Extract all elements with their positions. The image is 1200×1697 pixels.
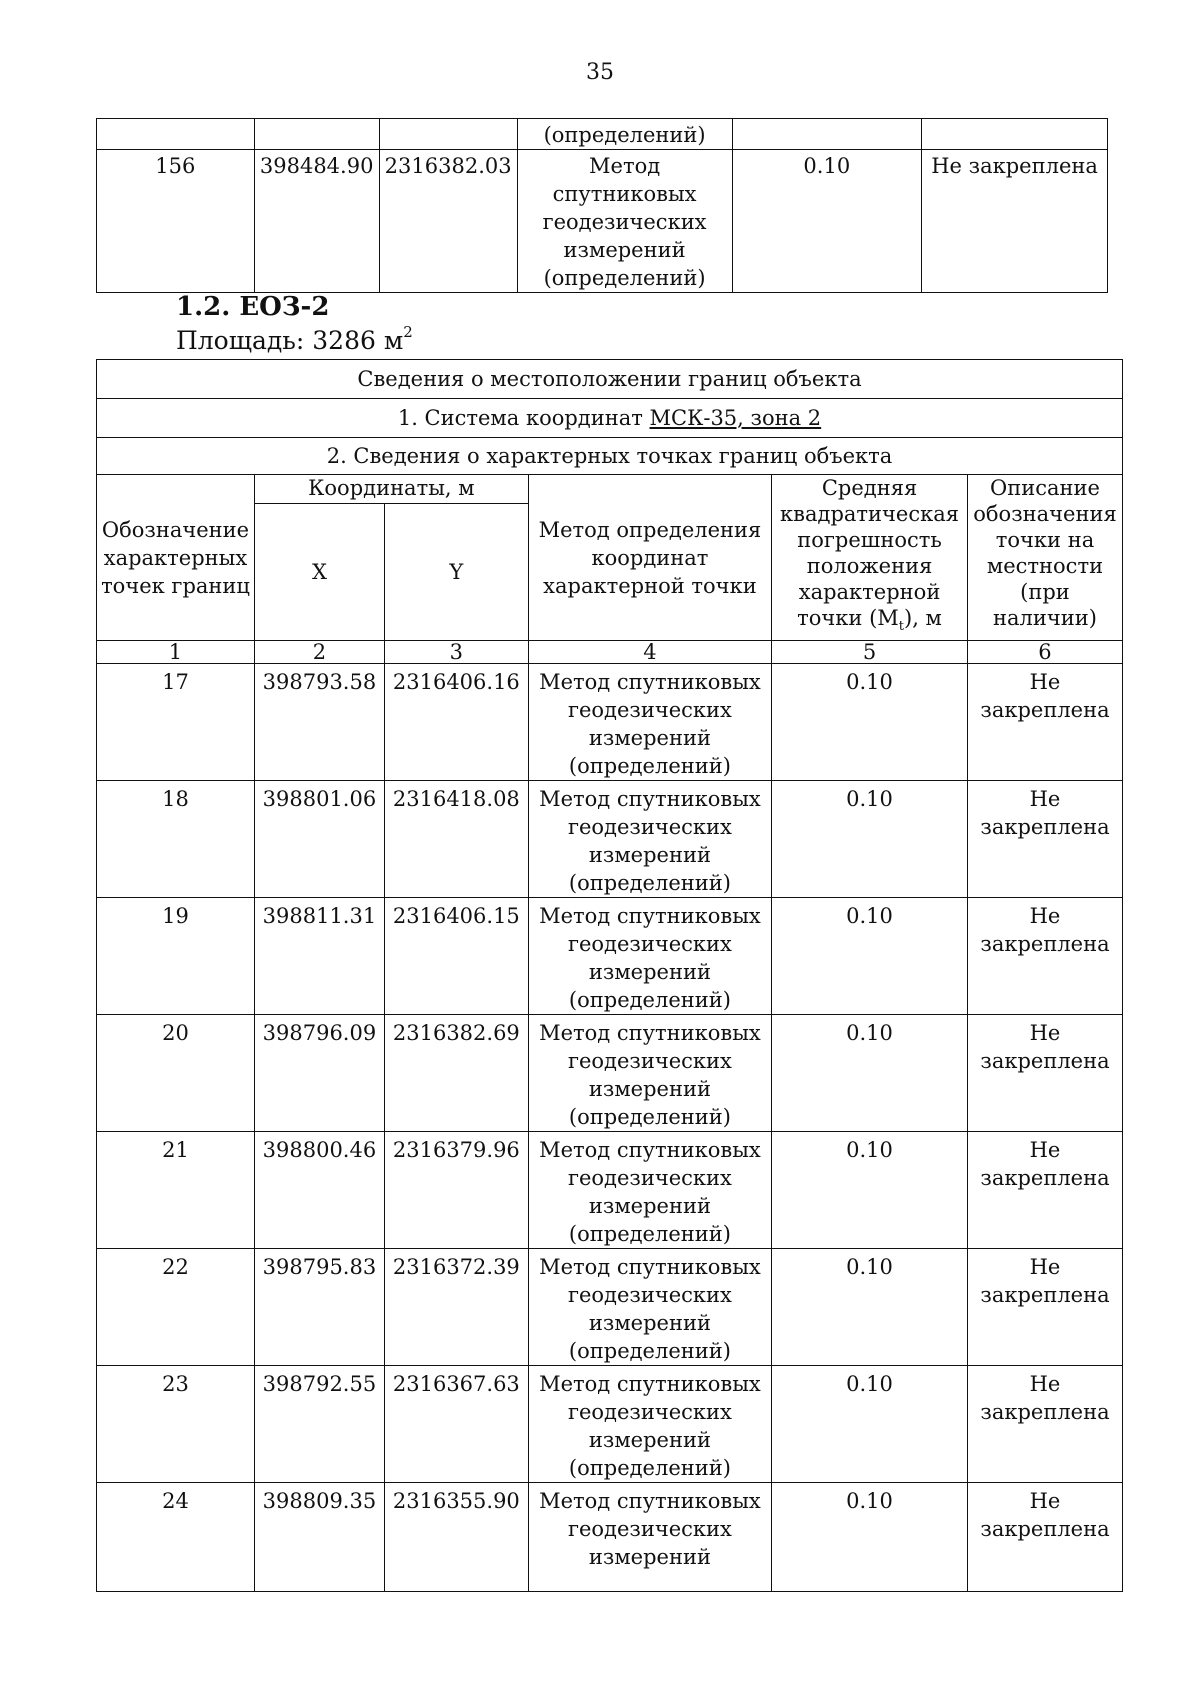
x-cell: 398796.09 [254, 1015, 384, 1132]
y-cell: 2316379.96 [384, 1132, 528, 1249]
page-number: 35 [586, 60, 614, 85]
description-cell: Не закреплена [922, 150, 1108, 293]
area-value: 3286 м [312, 326, 404, 355]
y-cell: 2316406.15 [384, 898, 528, 1015]
method-cell: Метод спутниковых геодезических измерений (определений) [528, 1132, 771, 1249]
table-row [97, 1366, 1123, 1483]
method-cell: (определений) [517, 119, 732, 150]
x-cell: 398793.58 [254, 664, 384, 781]
error-cell: 0.10 [732, 150, 922, 293]
x-cell: 398484.90 [254, 150, 379, 293]
boundary-points-table [96, 359, 1123, 1592]
description-cell: Не закреплена [967, 1249, 1122, 1366]
coordinate-system-name: МСК-35, зона 2 [649, 406, 822, 430]
y-cell: 2316382.03 [379, 150, 517, 293]
column-header-x: X [254, 503, 384, 640]
y-cell: 2316367.63 [384, 1366, 528, 1483]
error-cell: 0.10 [772, 1483, 968, 1592]
table-row [97, 898, 1123, 1015]
y-cell: 2316382.69 [384, 1015, 528, 1132]
description-cell: Не закреплена [967, 664, 1122, 781]
table-row [97, 664, 1123, 781]
error-cell: 0.10 [772, 1015, 968, 1132]
error-cell: 0.10 [772, 1132, 968, 1249]
description-cell: Не закреплена [967, 1132, 1122, 1249]
continued-coordinates-table [96, 118, 1108, 293]
point-cell: 24 [97, 1483, 255, 1592]
error-cell: 0.10 [772, 898, 968, 1015]
method-cell: Метод спутниковых геодезических измерений (определений) [517, 150, 732, 293]
point-cell: 17 [97, 664, 255, 781]
method-cell: Метод спутниковых геодезических измерений [528, 1483, 771, 1592]
section-title: 1.2. ЕОЗ-2 [176, 292, 330, 322]
x-cell: 398809.35 [254, 1483, 384, 1592]
table-row [97, 119, 1108, 150]
coordinate-system-header: 1. Система координат МСК-35, зона 2 [97, 399, 1123, 438]
table-row [97, 1249, 1123, 1366]
description-cell: Не закреплена [967, 1015, 1122, 1132]
description-cell: Не закреплена [967, 1483, 1122, 1592]
description-cell: Не закреплена [967, 1366, 1122, 1483]
column-header-point: Обозначение характерных точек границ [97, 475, 255, 641]
point-cell: 23 [97, 1366, 255, 1483]
column-header-error: Средняя квадратическая погрешность положения характерной точки $(M_t)$, м [772, 475, 968, 641]
x-cell: 398792.55 [254, 1366, 384, 1483]
point-cell: 21 [97, 1132, 255, 1249]
y-cell: 2316406.16 [384, 664, 528, 781]
error-cell: 0.10 [772, 781, 968, 898]
column-header-description: Описание обозначения точки на местности (при наличии) [967, 475, 1122, 641]
area-line [176, 323, 413, 355]
table-header-title: Сведения о местоположении границ объекта [97, 360, 1123, 399]
method-cell: Метод спутниковых геодезических измерений (определений) [528, 1366, 771, 1483]
column-number-row: 1 2 3 4 5 6 [97, 641, 1123, 664]
table-row [97, 1483, 1123, 1592]
y-cell: 2316372.39 [384, 1249, 528, 1366]
point-cell: 19 [97, 898, 255, 1015]
x-cell: 398801.06 [254, 781, 384, 898]
point-cell: 18 [97, 781, 255, 898]
error-cell: 0.10 [772, 1366, 968, 1483]
column-header-coordinates: Координаты, м [254, 475, 528, 504]
x-cell: 398811.31 [254, 898, 384, 1015]
table-row [97, 1015, 1123, 1132]
method-cell: Метод спутниковых геодезических измерений (определений) [528, 1249, 771, 1366]
column-header-y: Y [384, 503, 528, 640]
method-cell: Метод спутниковых геодезических измерений (определений) [528, 1015, 771, 1132]
x-cell: 398795.83 [254, 1249, 384, 1366]
y-cell: 2316418.08 [384, 781, 528, 898]
y-cell: 2316355.90 [384, 1483, 528, 1592]
area-label: Площадь: [176, 326, 305, 355]
table-row [97, 781, 1123, 898]
method-cell: Метод спутниковых геодезических измерений (определений) [528, 664, 771, 781]
point-cell: 156 [97, 150, 255, 293]
method-cell: Метод спутниковых геодезических измерений (определений) [528, 898, 771, 1015]
point-cell: 22 [97, 1249, 255, 1366]
table-row [97, 1132, 1123, 1249]
description-cell: Не закреплена [967, 898, 1122, 1015]
point-cell: 20 [97, 1015, 255, 1132]
error-cell: 0.10 [772, 1249, 968, 1366]
characteristic-points-header: 2. Сведения о характерных точках границ объекта [97, 438, 1123, 475]
area-unit-superscript: 2 [403, 323, 413, 341]
x-cell: 398800.46 [254, 1132, 384, 1249]
method-cell: Метод спутниковых геодезических измерений (определений) [528, 781, 771, 898]
column-header-method: Метод определения координат характерной точки [528, 475, 771, 641]
error-cell: 0.10 [772, 664, 968, 781]
description-cell: Не закреплена [967, 781, 1122, 898]
table-row [97, 150, 1108, 293]
